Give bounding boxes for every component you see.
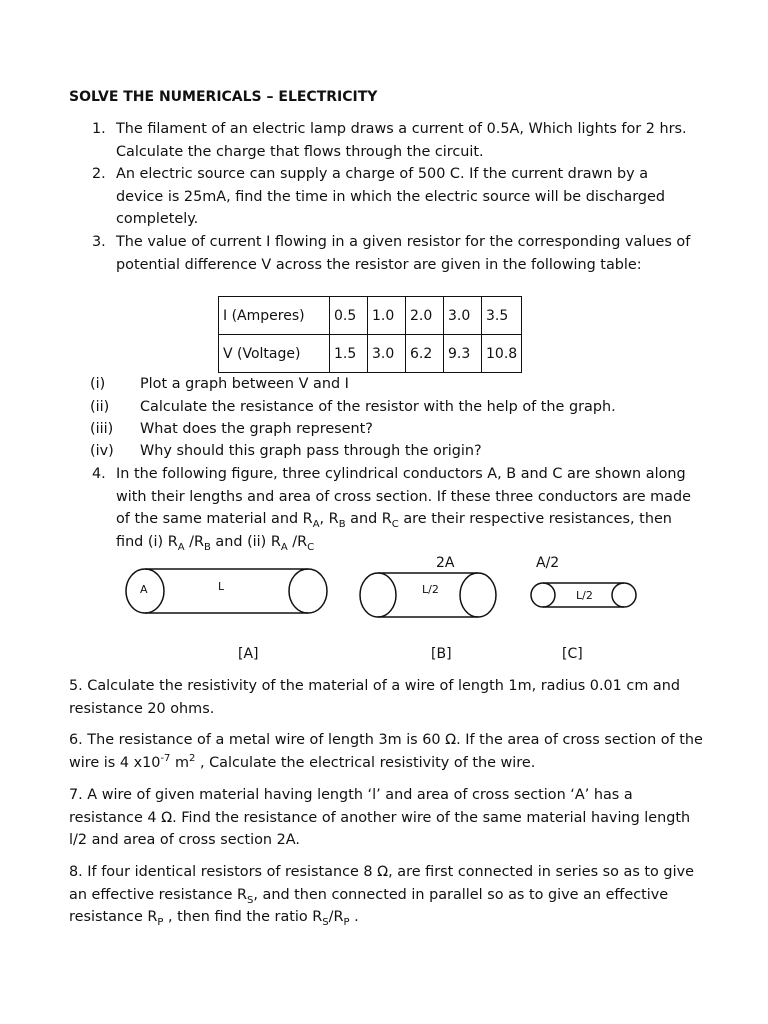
table-cell: 1.0	[368, 297, 406, 335]
cylinder-c-length-label: L/2	[576, 589, 593, 602]
subpart-text: Why should this graph pass through the origin?	[140, 443, 482, 459]
question-number: 1.	[92, 121, 106, 137]
table-cell: 10.8	[482, 335, 522, 373]
subpart-numeral: (ii)	[90, 399, 110, 415]
subpart-numeral: (iv)	[90, 443, 114, 459]
question-line: The value of current I flowing in a given resistor for the corresponding values of	[116, 234, 691, 250]
question-line: An electric source can supply a charge of 500 C. If the current drawn by a	[116, 166, 649, 182]
figure-caption-c: [C]	[562, 646, 583, 662]
cylinder-c-area-label: A/2	[536, 555, 560, 571]
subpart-numeral: (iii)	[90, 421, 114, 437]
question-8: 8. If four identical resistors of resistance 8 Ω, are first connected in series so as to give an effective resistance $R_S$, and then connected in parallel so as to give an effective resistance $R_P$ , then find the ratio $R_S/R_P$ .	[69, 864, 694, 928]
table-cell: 3.0	[368, 335, 406, 373]
question-7: 7. A wire of given material having length ‘l’ and area of cross section ‘A’ has a resistance 4 Ω. Find the resistance of another wire of the same material having length l/2 and area of cross section 2A.	[69, 787, 691, 848]
question-line: The filament of an electric lamp draws a current of 0.5A, Which lights for 2 hrs.	[116, 121, 687, 137]
cylinder-b-area-label: 2A	[436, 555, 455, 571]
row-header: I (Amperes)	[219, 297, 330, 335]
question-5: 5. Calculate the resistivity of the material of a wire of length 1m, radius 0.01 cm and resistance 20 ohms.	[69, 678, 680, 717]
question-number: 3.	[92, 234, 106, 250]
subpart-text: Plot a graph between V and I	[140, 376, 349, 392]
cylinder-a-end-label: A	[140, 583, 148, 596]
table-cell: 6.2	[406, 335, 444, 373]
table-cell: 0.5	[330, 297, 368, 335]
table-cell: 1.5	[330, 335, 368, 373]
question-line: device is 25mA, find the time in which the electric source will be discharged	[116, 188, 665, 205]
question-line: completely.	[116, 211, 199, 227]
question-line: potential difference V across the resistor are given in the following table:	[116, 256, 642, 273]
question-line: find (i) $R_A$ $/R_B$ and (ii) $R_A$ $/R_C$	[116, 533, 315, 553]
question-line: of the same material and $R_A$, $R_B$ and $R_C$ are their respective resistances, then	[116, 511, 672, 530]
question-line: In the following figure, three cylindrical conductors A, B and C are shown along	[116, 466, 686, 482]
question-line: with their lengths and area of cross section. If these three conductors are made	[116, 488, 691, 505]
figure-caption-a: [A]	[238, 646, 259, 662]
cylinder-a-length-label: L	[218, 580, 225, 593]
cylinder-a	[126, 569, 327, 613]
question-number: 2.	[92, 166, 106, 182]
table-cell: 2.0	[406, 297, 444, 335]
question-6: 6. The resistance of a metal wire of length 3m is 60 Ω. If the area of cross section of the wire is 4 $x10^{-7}$ $m^2$ , Calculate the electrical resistivity of the wire.	[69, 732, 703, 771]
cylinder-b-length-label: L/2	[422, 583, 439, 596]
page-title: SOLVE THE NUMERICALS – ELECTRICITY	[69, 89, 378, 105]
subpart-text: Calculate the resistance of the resistor with the help of the graph.	[140, 399, 616, 415]
table-cell: 3.0	[444, 297, 482, 335]
question-number: 4.	[92, 466, 106, 482]
question-line: Calculate the charge that flows through the circuit.	[116, 143, 484, 160]
row-header: V (Voltage)	[219, 335, 330, 373]
subpart-numeral: (i)	[90, 376, 106, 392]
table-cell: 9.3	[444, 335, 482, 373]
subpart-text: What does the graph represent?	[140, 421, 373, 437]
figure-caption-b: [B]	[431, 646, 452, 662]
table-cell: 3.5	[482, 297, 522, 335]
